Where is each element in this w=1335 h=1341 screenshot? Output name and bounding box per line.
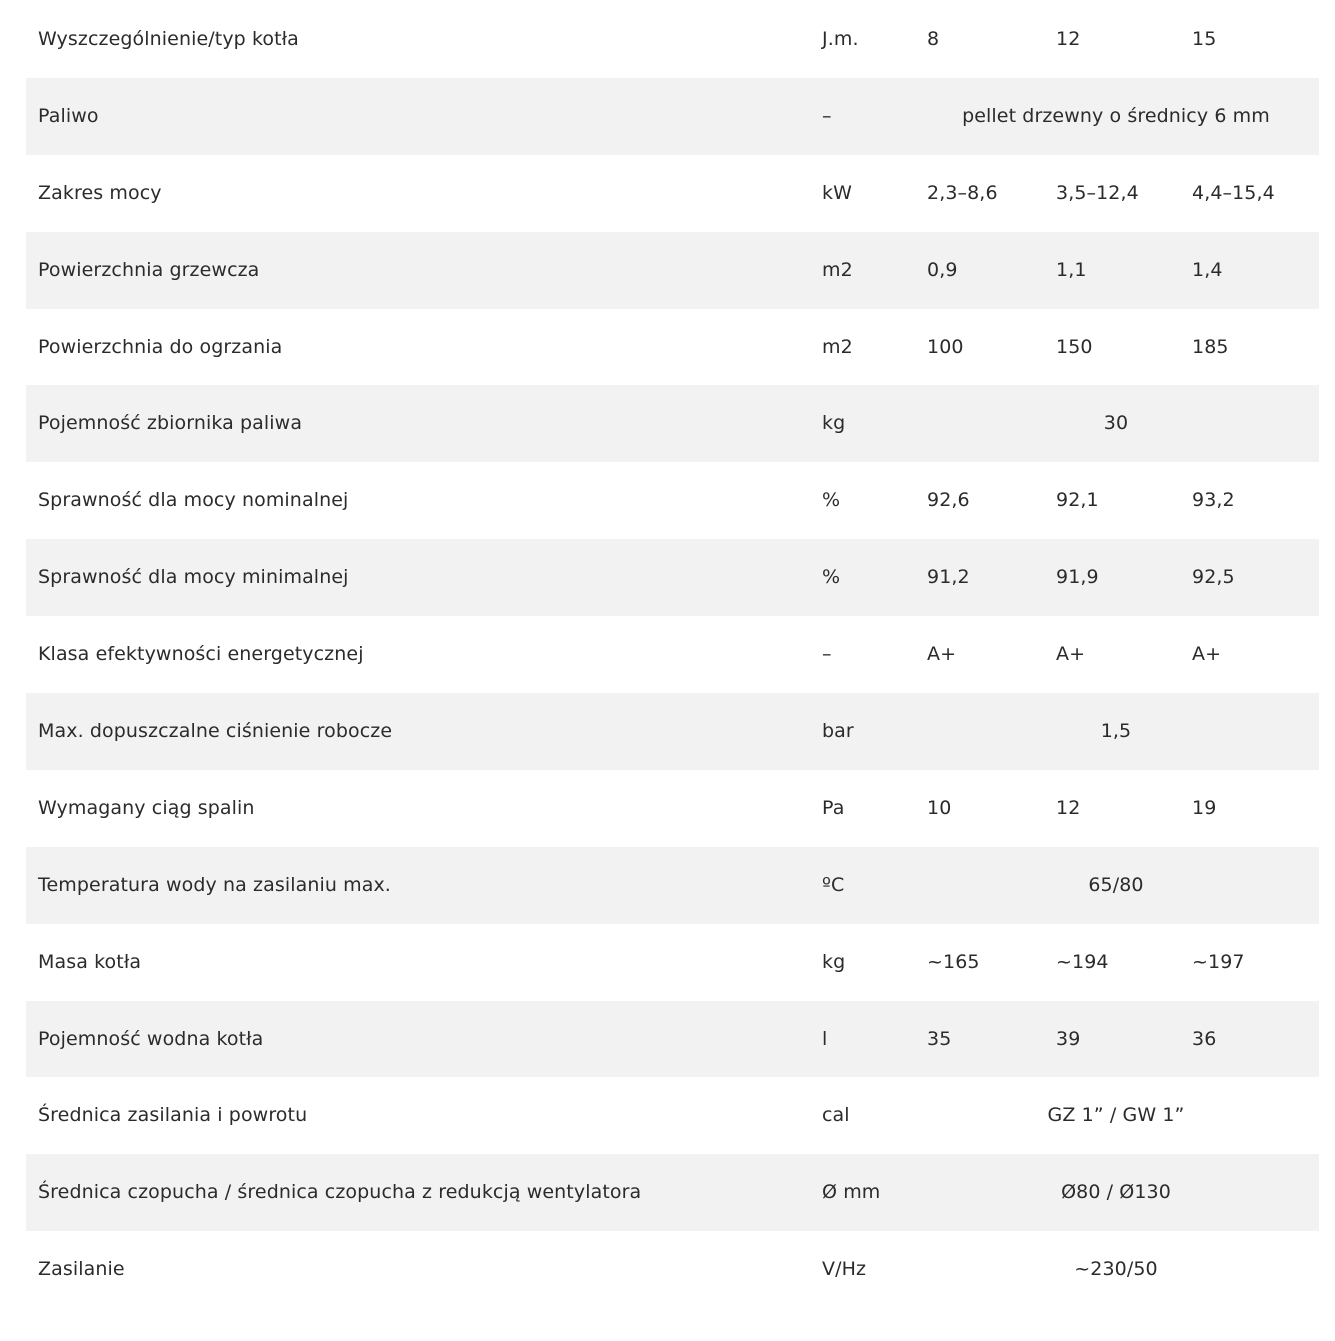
table-row bbox=[26, 539, 1319, 616]
row-label: Wymagany ciąg spalin bbox=[38, 796, 255, 819]
row-unit: l bbox=[822, 1027, 828, 1050]
row-value-15: 36 bbox=[1192, 1027, 1217, 1050]
row-unit: V/Hz bbox=[822, 1258, 867, 1281]
row-value-12: 92,1 bbox=[1056, 489, 1099, 512]
row-value-15: 19 bbox=[1192, 796, 1217, 819]
row-label: Sprawność dla mocy nominalnej bbox=[38, 489, 349, 512]
row-unit: – bbox=[822, 104, 832, 127]
row-unit: Ø mm bbox=[822, 1181, 881, 1204]
spec-table bbox=[26, 1, 1319, 1308]
row-label: Powierzchnia do ogrzania bbox=[38, 335, 283, 358]
row-unit: m2 bbox=[822, 335, 853, 358]
table-row bbox=[26, 1001, 1319, 1078]
row-label: Pojemność wodna kotła bbox=[38, 1027, 264, 1050]
row-value-8: 35 bbox=[927, 1027, 952, 1050]
row-unit: Pa bbox=[822, 796, 845, 819]
row-label: Pojemność zbiornika paliwa bbox=[38, 412, 303, 435]
table-row bbox=[26, 693, 1319, 770]
row-unit: kg bbox=[822, 412, 846, 435]
row-unit: kg bbox=[822, 950, 846, 973]
row-label: Sprawność dla mocy minimalnej bbox=[38, 566, 349, 589]
row-value-12: ~194 bbox=[1056, 950, 1109, 973]
row-unit: % bbox=[822, 566, 841, 589]
row-value-15: 1,4 bbox=[1192, 258, 1223, 281]
row-value-12: 1,1 bbox=[1056, 258, 1087, 281]
row-unit: m2 bbox=[822, 258, 853, 281]
row-label: Średnica zasilania i powrotu bbox=[38, 1104, 308, 1127]
row-merged-value: ~230/50 bbox=[1074, 1258, 1158, 1281]
row-value-12: 39 bbox=[1056, 1027, 1081, 1050]
row-value-15: 4,4–15,4 bbox=[1192, 181, 1275, 204]
row-merged-value: 65/80 bbox=[1088, 873, 1144, 896]
table-row bbox=[26, 616, 1319, 693]
table-row bbox=[26, 309, 1319, 386]
row-value-8: 92,6 bbox=[927, 489, 970, 512]
row-unit: % bbox=[822, 489, 841, 512]
row-label: Zakres mocy bbox=[38, 181, 162, 204]
row-value-15: 93,2 bbox=[1192, 489, 1235, 512]
row-unit: kW bbox=[822, 181, 852, 204]
row-label: Max. dopuszczalne ciśnienie robocze bbox=[38, 720, 393, 743]
row-unit: bar bbox=[822, 720, 854, 743]
row-unit: ºC bbox=[822, 873, 845, 896]
row-value-8: 91,2 bbox=[927, 566, 970, 589]
row-unit: cal bbox=[822, 1104, 850, 1127]
table-row bbox=[26, 232, 1319, 309]
row-value-8: ~165 bbox=[927, 950, 980, 973]
row-label: Temperatura wody na zasilaniu max. bbox=[38, 873, 391, 896]
header-unit: J.m. bbox=[822, 28, 859, 50]
table-row bbox=[26, 770, 1319, 847]
table-row bbox=[26, 155, 1319, 232]
row-value-8: 0,9 bbox=[927, 258, 958, 281]
row-value-8: 100 bbox=[927, 335, 964, 358]
row-value-12: 12 bbox=[1056, 796, 1081, 819]
row-value-12: 91,9 bbox=[1056, 566, 1099, 589]
row-value-8: 10 bbox=[927, 796, 952, 819]
table-row bbox=[26, 385, 1319, 462]
row-label: Paliwo bbox=[38, 104, 99, 127]
row-label: Zasilanie bbox=[38, 1258, 125, 1281]
row-merged-value: 30 bbox=[1103, 412, 1129, 435]
header-model-15: 15 bbox=[1192, 28, 1217, 50]
table-row bbox=[26, 847, 1319, 924]
header-model-12: 12 bbox=[1056, 28, 1081, 50]
table-header-row bbox=[26, 1, 1319, 78]
row-merged-value: GZ 1” / GW 1” bbox=[1047, 1104, 1185, 1127]
row-value-15: ~197 bbox=[1192, 950, 1245, 973]
row-label: Klasa efektywności energetycznej bbox=[38, 643, 364, 666]
row-merged-value: 1,5 bbox=[1100, 720, 1132, 743]
row-value-15: 92,5 bbox=[1192, 566, 1235, 589]
row-value-12: 150 bbox=[1056, 335, 1093, 358]
table-row bbox=[26, 462, 1319, 539]
row-label: Średnica czopucha / średnica czopucha z redukcją wentylatora bbox=[38, 1181, 642, 1204]
row-unit: – bbox=[822, 643, 832, 666]
row-label: Powierzchnia grzewcza bbox=[38, 258, 260, 281]
row-value-8: 2,3–8,6 bbox=[927, 181, 998, 204]
row-value-15: A+ bbox=[1192, 643, 1222, 666]
header-model-8: 8 bbox=[927, 28, 940, 50]
row-value-8: A+ bbox=[927, 643, 957, 666]
table-row bbox=[26, 1077, 1319, 1154]
row-merged-value: pellet drzewny o średnicy 6 mm bbox=[962, 104, 1270, 127]
table-row bbox=[26, 78, 1319, 155]
table-row bbox=[26, 924, 1319, 1001]
row-label: Masa kotła bbox=[38, 950, 142, 973]
table-row bbox=[26, 1231, 1319, 1308]
row-merged-value: Ø80 / Ø130 bbox=[1061, 1181, 1171, 1204]
row-value-12: A+ bbox=[1056, 643, 1086, 666]
header-name: Wyszczególnienie/typ kotła bbox=[38, 28, 299, 50]
table-row bbox=[26, 1154, 1319, 1231]
row-value-12: 3,5–12,4 bbox=[1056, 181, 1139, 204]
row-value-15: 185 bbox=[1192, 335, 1229, 358]
